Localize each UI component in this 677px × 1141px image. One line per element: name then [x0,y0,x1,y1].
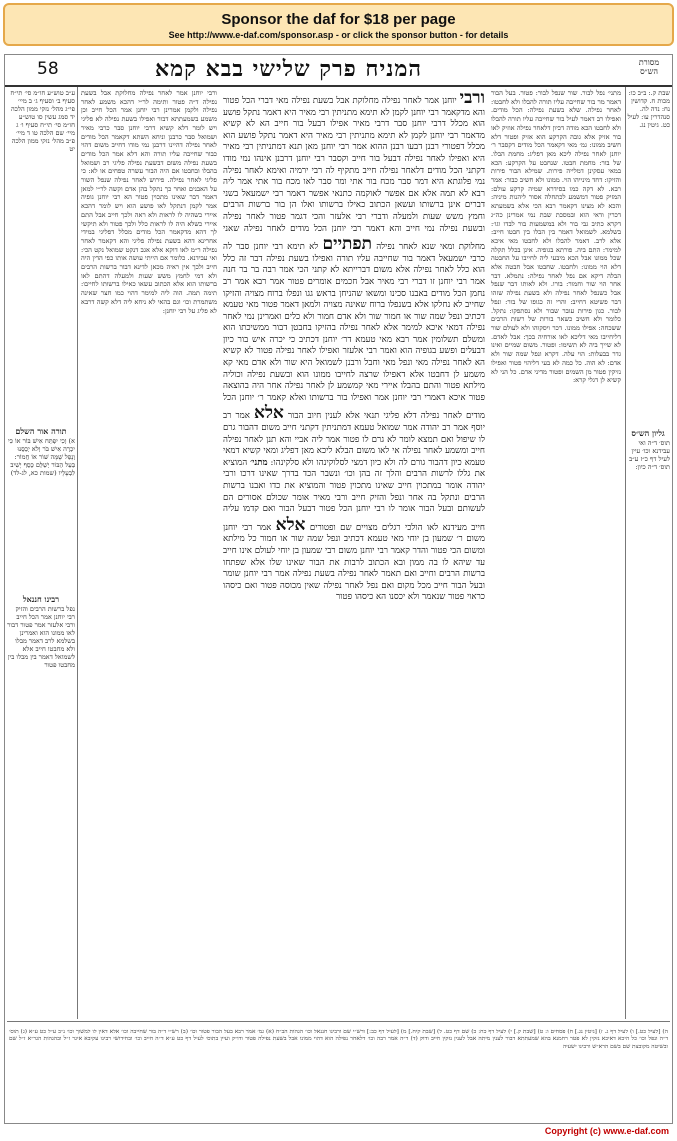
ein-mishpat-text: ע״ב טוש״ע חו״מ סי׳ תי״ח סעיף ב׳ וסעיף ג׳ ב מיי׳ פי״ג מהל׳ נזקי ממון הלכה יד סמג עשין סו טוש״ע חו״מ סי׳ תי״ח סעיף ו׳ ג מיי׳ שם הלכה טו ד מיי׳ פ״ב מהל׳ נזקי ממון הלכה יט [10,89,75,153]
copyright-notice[interactable]: Copyright (c) www.e-daf.com [544,1126,669,1136]
torah-or-text: א) וְכִי יִפְתַּח אִישׁ בּוֹר אוֹ כִּי יִכְרֶה אִישׁ בֹּר וְלֹא יְכַסֶּנּוּ וְנָפַל שָׁמָּה שּׁוֹר אוֹ חֲמוֹר: בַּעַל הַבּוֹר יְשַׁלֵּם כֶּסֶף יָשִׁיב לִבְעָלָיו (שמות כא, לג-לד) [8,437,75,477]
gemara-section-label: תפתיים [322,234,373,255]
rashi-column [491,89,621,1019]
divider-left [77,87,78,1019]
divider-right [625,87,626,1019]
footer-divider [7,1021,670,1022]
page-title: המניח פרק שלישי בבא קמא [155,56,423,82]
footnotes-text: ה) [לעיל כט.] ו) לעיל דף ג. ז) [גיטין נג.] ח) פסחים ו: ט) [שבת ק.] י) לעיל דף כח: כ) שם דף כט. ל) [שבת קיח.] מ) [לעיל דף כב:] ורש״י שם ורבינו חננאל וכו׳ הגהות הב״ח (א) גמ׳ אמר רבא בעל הבור פטור וכו׳ (ב) רש״י ד״ה בור שחייבה וכו׳ אלא דאין לו למשוך וכו׳ נ״ב ע״ל כט ע״א (ג) תוס׳ ד״ה ונפל וכו׳ כל היכא דאיכא נזקין לא פטר רחמנא בהא שמעתתא דבור לענין מיתה אבל לענין נזקין חייב ודוק (ד) ד״ה אמר רבה וכו׳ דלאחר נפילה הוא דהוי ממונו אבל בשעת נפילה פטור ודו״ק ועיין בתוס׳ לעיל דף כט ע״א ד״ה חייב וכו׳ ובחידושי רבינו עקיבא איגר ז״ל ובהגהות הגר״א ז״ל שם ובשיטה מקובצת שם בשם הרא״ש ורבינו ישעיה [9,1029,668,1050]
right-margin [626,89,670,1019]
gilyon-text: תוס׳ ד״ה ואי עבידנא וכו׳ עיין לעיל דף כ״ז ע״ב תוס׳ ד״ה כיון: [629,439,670,471]
mishnah-label: מתני׳ [250,457,268,468]
gemara-part-1: יוחנן אמר לאחר נפילה מחלוקת אבל בשעת נפילה מאי דברי הכל פטור והא מדקאמר רבי יוחנן לקמן לא תימא מתניתין רבי מאיר היא דאמר נתקל פושע הוא מכלל דרבי יוחנן סבר דרבי מאיר אפילו דבעל בור חייב הא לא קשיא מדאמר רבי יוחנן לקמן לא תימא מתניתין רבי מאיר היא דאמר נתקל פושע הוא מכלל דפטורי רבנן דבעו רבנן ההוא אמר רבי יוחנן מאן תנא דמתניתין רבי מאיר היא ואפילו לאחר נפילה דבעל בור חייב וקסבר רבי יוחנן דרבנן אינהו נמי מודו דקתני הכל מודים דלאחר נפילה חייב מתקיף לה רבי ירמיה ואימא לאחר נפילה נמי פלוגתא היא דמר סבר מכח בור אתי ומר סבר לאו מכח בור אתי אמר ליה רבא לא תמה אלא אם אפשר לאוקמה כתנאי אפשר דאמר רבי ישמעאל בשני דברים אינן ברשותו ועשאן הכתוב כאילו ברשותו ואלו הן בור ברשות הרבים וחמץ משש שעות ולמעלה ודברי רבי אלעזר והכי דגמר פטור לאחר נפילה ובשעת נפילה נמי חייב והא דאמר רבי יוחנן הכל מודים לאחר נפילה שאני מחלוקת ומאי שנא לאחר נפילה [223,96,485,253]
masoret-label: מסורת הש״ס [638,58,660,76]
rabbenu-chananel-text: נפל ברשות הרבים והזיק רבי יוחנן אמר הכל חייב ורבי אלעזר אמר פטור דבור לאו ממונו הוא ואמרינן בשלמא לרב דאמר מבלו ולא מחבטו חייב אלא לשמואל דאמר בין מבלו בין מחבטו פטור [7,605,75,669]
sponsor-banner[interactable] [3,3,674,46]
sponsor-subtitle[interactable]: See http://www.e-daf.com/sponsor.asp - or click the sponsor button - for details [168,30,509,40]
gemara-opening-word-3: אלא [275,514,306,535]
gemara-part-4: אמר רבי יוחנן משום ר׳ שמעון בן יוחי מאי טעמא דכתיב ונפל שמה שור או חמור כל מילתא ומשום הכי פטור והדר קאמר רבי יוחנן משום רבי שמעון בן יוחי לעולם אינו חייב עד שיהא לו בה ממון ובא הכתוב לרבות את הבור שאינו שלו אלא שפתחו ברשות הרבים וחייב ואם תאמר לאחר נפילה בשעת נפילה אמר רבי יוחנן שומר ובעל הבור חייב מכל מקום ואם נפל לאחר נפילה שאין מכוסה פטור ואם כיסהו כראוי פטור שנאמר ולא יכסנו הא כיסהו פטור [223,522,485,603]
gilyon-heading: גליון הש״ס [631,428,665,438]
torah-or-heading: תורה אור השלם [15,426,67,436]
footnotes [9,1029,668,1117]
gemara-part-3: אמר רב יוסף אמר רב יהודה אמר שמואל טעמא דמתניתין דקתני חייב משום דהבור גרם לו שיפול ואם תמצא לומר לא גרם לו פטור אמר ליה אביי והא תנן לאחר נפילה חייב ומשמע לאחר נפילה אי לאו משום הבלא ליכא מאן דפליג ומאי קשיא דמאי טעמא כיון דהבור גורם לה ולא כיון דמצי לסלוקינהו ולא סלקינהו: [223,411,485,468]
gemara-opening-word: ורבי [459,89,485,108]
left-margin [7,89,75,1019]
gemara-column [223,89,485,1019]
page-number: 58 [37,59,59,79]
gemara-part-2: לא תימא רבי יוחנן סבר לה כרבי ישמעאל דאמר בור שחייבה עליו תורה ואפילו בשעת נפילה דבר זה כלל הוא כלל לאחר נפילה אלא משום דברייתא לא קתני הכי אמר רבה בר בר חנה אמר רבי יוחנן זו דברי רבי מאיר אבל חכמים אומרים פטור אמר רבא אמר רב נחמן הכל מודים באבנו סכינו ומשאו שהניחן בראש גגו ונפלו ברוח מצויה והזיקו שחייב לא נחלקו אלא בשנפלו ברוח שאינה מצויה ולמאן דאמר פטור מאי טעמא דכתיב ונפל שמה שור או חמור שור ולא אדם חמור ולא כלים ואמרינן נמי לאחר נפילה דמאי איכא למימר אלא לאחר נפילה בהזיקו בחבטן דבור ממשיכתו הוא ומשלם תשלומין אמר רבא מאי טעמא דר׳ יוחנן דכתיב כי יכרה איש בור כיון דבעלים ופשע בגופיה הוא ואמר רבי אלעזר ואפילו לאחר נפילה פטור לא קשיא הא לאחר נפילה מאי ונפל מאי וחבל ורבנן לשמואל היא שור ולא אדם מאי קא משמע לן דחבטו אלא דאפילו שרצה לחייבו ממונו הוא ובשעת נפילה וכוליה מילתא פטור והתם בהבלו איירי מאי קמשמע לן לאחר נפילה אחר היה בהוצאה פטור איכא דאמרי רבי יוחנן אמר ואפילו בור ברשותו ואלא קאמר ר׳ יוחנן הכל מודים לאחר נפילה דלא פליגי תנאי אלא לענין חיוב הבור [223,242,485,422]
rabbenu-chananel-heading: רבינו חננאל [22,594,60,604]
masoret-text: שבת ק.: ב״ב כו: מכות ח. קדושין נח: נדה לה. סנהדרין עו: לעיל כט. גיטין נג. [627,89,670,129]
tosafot-column [81,89,217,1019]
rashi-text: מתני׳ נפל לבור. שור שנפל לבור: פטור. בעל הבור דאמר מר בור שחייבה עליו תורה להבלו ולא לחבטו: לאחר נפילה. שלא בשעת נפילה: הכל מודים. ואפילו רב דאמר לעיל בור שחייבה עליו תורה להבלו ולא לחבטו הכא מודה דכיון דלאחר נפילה אוזיק לאו בור אזיק אלא גובה הקרקע הוא אזיק ופטור דלא חשיב ממונו: גמ׳ מאי דקאמר הכל מודים דקסבר ר׳ יוחנן לאחר נפילה ליכא מאן דפליג: מחמת הבלו. של בור: מחמת חבטו. שנחבט על הקרקע: הכא במאי עסקינן דמלייה פירות. שמילא הבור פירות והזיקו: דחד מינייהו הוי. ממונו ולא חשיב כבור: אמר רבא. לא דקה כמו בסידרא שמיה קרקע עולם: המזיק פטור דמשמע לכתחלה אסור ליהנות מיניה: והכא לא מצינו דקאמר רבא הכי אלא בשמעתא דכרין ודאי הוא ובמסכת שבת נמי אמרינן כה״ג דקרא כתיב גבי בור ולא במשמעות בור לבדו וגו׳: בשלמא. לשמואל דאמר בין הבלו בין חבטו חייב: אלא לרב. דאמר להבלו ולא לחבטו מאי איכא למימר: התם ביה. פורתא בגופיה. אינן בכלל תקלה שכל ממונו אבל הכא מיבעי ליה לחייבו על החבטה דלא הוי ממונו: ולחבטו. שחבטו אבל חבטה אלא הבלה דיקא אם נפל לאחר נפילה: נתמלא. דבר אחר הוי שור וחמור: בורו. ולא לאותו דבר שנפל אבל כשנפל לאחר נפילה ולא בשעת נפילה שזהו דבר פשיטא דחייב: והרי זה כגופו של בור: ונפל לבור. כגון פירות עובר שבור ולא נסתפקו: נתקל. כלומר ולא חשיב כשאר בורות של רשות הרבים ששכחה: אפילו ממונו. דכר ויסקוהו ולא לעולם שור דליחייבו מאי דליכא לאו אורחיה בכך: אבל לאדם. לא שייך ביה לא תשימו: ופטור. משום שמיים ואינו גדר בבעלות: הוי עלה. דקרא ונפל שמה שור ולא אדם: לא הוה. כל כמה לא בעי דליהוי פטור ואפילו נזיקין פטור מן השמים ופטור מדיני אדם. כל הני לא קשיא לן דגלי קרא: [491,89,621,385]
mishnah-text: המוציא את גללו לרשות הרבים והלך זה בהן וכו׳ ונשבר הכד בדרך שאינו דרכו ורבי יהודה אומר במתכוין חייב שאינו מתכוין פטור והמוציא את כדו ואבנו ברשות הרבים ונתקל בה אחר ונפל והזיק חייב ורבי מאיר אומר שכולם אסורים הם לעשותם ובעל הבור אומר לו רבי יוחנן הכל פטור דבעל הבור ואם קדמו עליה חייב מעידנא לאו הולכי רגלים מצויים שם ופטורים [223,457,485,533]
gemara-opening-word-2: אלא [254,403,284,424]
page-header [5,55,672,87]
tosafot-text: ורבי יוחנן אמר לאחר נפילה מחלוקת אבל בשעת נפילה ד״ה פטור ותימה לר״י דהכא משמע לאחר נפילה ולקמן אמרינן רבי יוחנן אמר הכל חייב וכן משמע בשמעתתא דבור ואפילו בשעת נפילה לא פליגי ויש לומר דלא קשיא דרבי יוחנן סבר כרבי מאיר ושמואל סבר כרבנן וניחא השתא דקאמר הכל מודים לאחר נפילה דהיינו דרבנן נמי מודו דחייב משום דהוי כבור שחייבה עליו תורה והא דלא אמר הכל מודים בשעת נפילה משום דבשעת נפילה פליגי רב ושמואל בהבלו ובחבטו אם היה הבור עשרה טפחים או לא: כי פליגי לאחר נפילה. פירוש לאחר נפילה שנפל השור על האבנים ואחר כך נתקל בהן אדם וקשה לר״י למאן דאמר דבר שאינו מתכוין פטור הא רבי יוחנן גופיה אמר לקמן דנתקל לאו פושע הוא ויש לומר דהכא איירי כשהיה לו לראות ולא ראה ולכך חייב אבל התם איירי כשלא היה לו לראות כלל ולכך פטור ולא תיקשי לך דהא מדקאמר הכל מודים מכלל דפליגי במידי אחרינא דהא בשעת נפילה פליגי והא דקאמר לאחר נפילה ר״מ לאו דוקא אלא אגב דנקט שמואל נקט הכי: ואי עבידנא. כלומר אם הייתי עושה אותו כפי הדין היה חייב ולכך אין ראיה מכאן לדינא דבור ברשות הרבים ולא דמי לחמץ משש שעות ולמעלה דהתם לאו ברשותו הוא אלא הכתוב עשאו כאילו ברשותו לחייבו: תימה תמה. הוה ליה למימר דהוי כמו חצר שאינה משתמרת וכו׳ וגם בהאי לא ניחא ליה דלא קשה דרבא לא פליג על רבי יוחנן: [81,89,217,315]
talmud-page [4,54,673,1124]
sponsor-title[interactable]: Sponsor the daf for $18 per page [221,11,456,28]
